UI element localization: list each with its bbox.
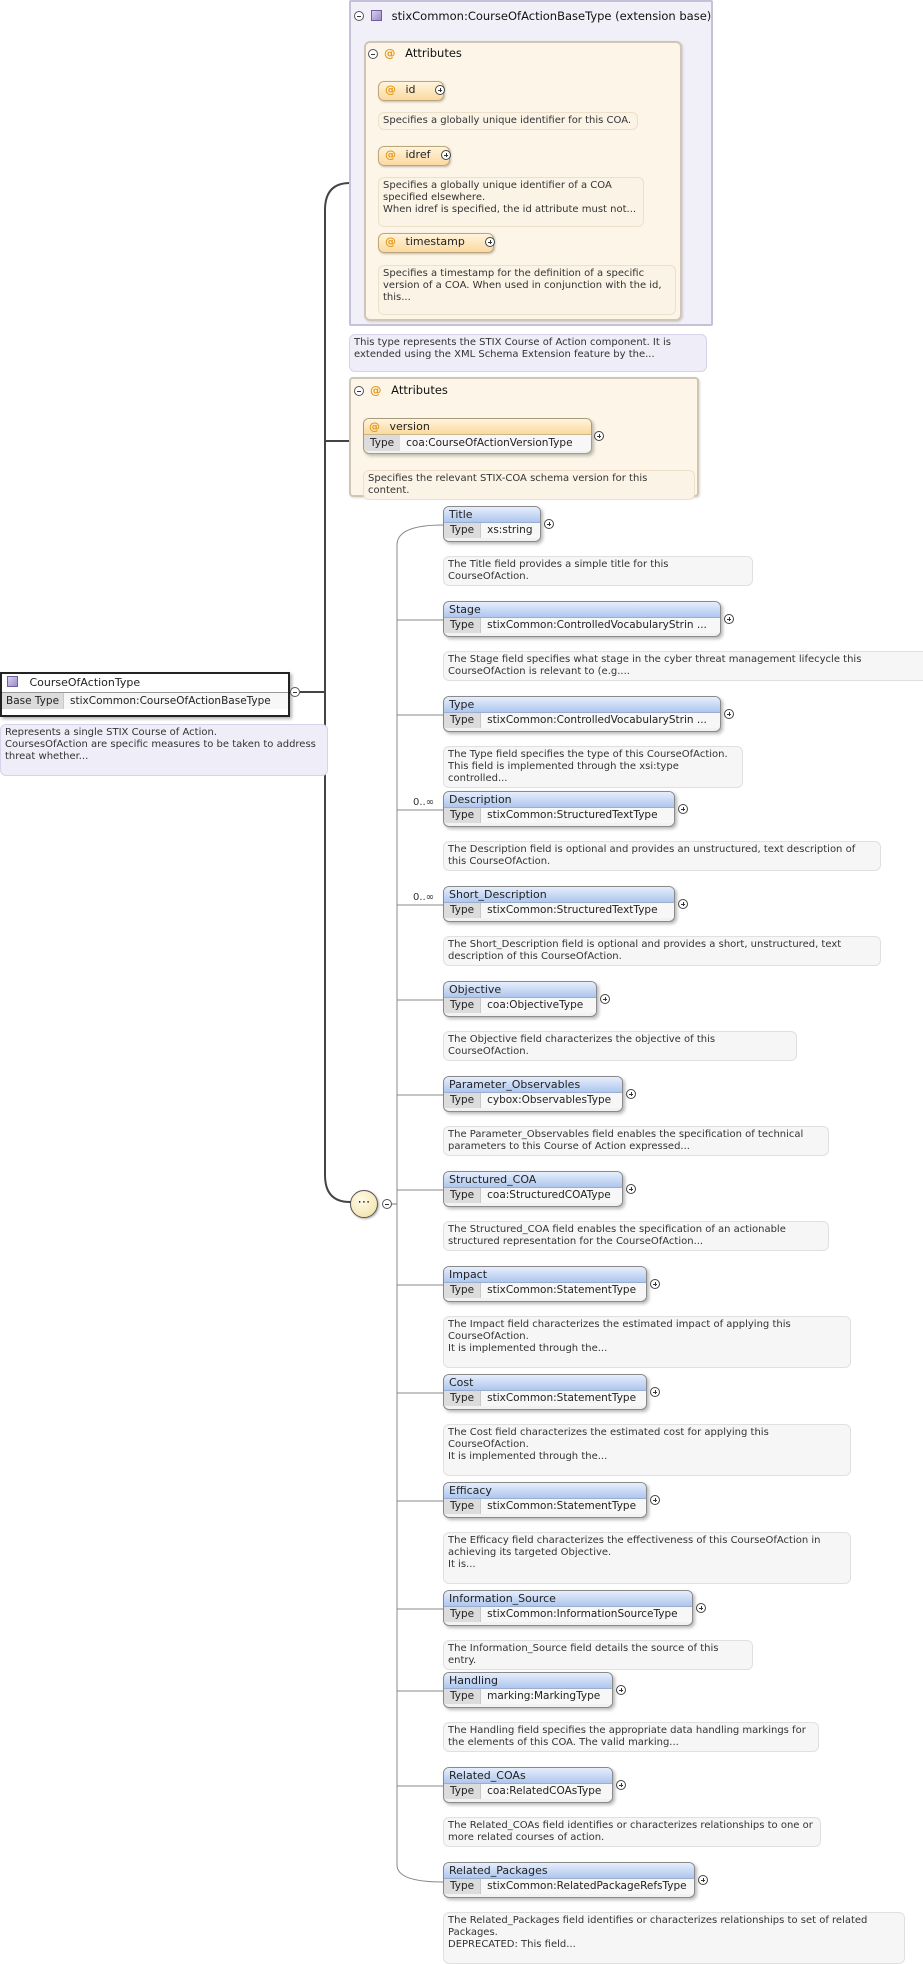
type-value: stixCommon:ControlledVocabularyStrin ... [481,713,720,728]
element-handling[interactable] [443,1672,613,1708]
type-value: stixCommon:ControlledVocabularyStrin ... [481,618,720,633]
expand-icon[interactable] [696,1603,706,1613]
type-label: Type [444,1499,481,1514]
expand-icon[interactable] [650,1279,660,1289]
attribute-name: idref [405,148,431,161]
attribute-timestamp-description: Specifies a timestamp for the definition of a specific version of a COA. When used in conjunction with the id, this... [378,265,676,315]
attribute-icon: @ [384,46,396,60]
own-attributes-header [370,383,448,397]
element-structured-coa[interactable] [443,1171,623,1207]
type-value: stixCommon:StatementType [481,1499,646,1514]
type-value: stixCommon:StructuredTextType [481,808,674,823]
element-description: The Impact field characterizes the estimated impact of applying this CourseOfAction. It is implemented through the... [443,1316,851,1368]
element-name: Parameter_Observables [444,1077,622,1093]
attribute-idref[interactable] [378,146,450,166]
expand-icon[interactable] [724,709,734,719]
attribute-name: version [389,420,430,433]
type-label: Type [444,1607,481,1622]
attribute-idref-description: Specifies a globally unique identifier of a COA specified elsewhere. When idref is specified, the id attribute must not... [378,177,644,227]
expand-icon[interactable] [626,1184,636,1194]
element-description: The Parameter_Observables field enables the specification of technical parameters to this Course of Action expressed... [443,1126,829,1156]
element-description: The Stage field specifies what stage in the cyber threat management lifecycle this CourseOfAction is relevant to (e.g.... [443,651,923,681]
type-label: Type [444,808,481,823]
attribute-name: id [405,83,416,96]
expand-icon[interactable] [594,431,604,441]
element-description: The Objective field characterizes the objective of this CourseOfAction. [443,1031,797,1061]
root-collapse-toggle[interactable] [290,687,300,697]
element-description: The Type field specifies the type of this CourseOfAction. This field is implemented through the xsi:type controlled... [443,746,743,788]
attribute-version-name [364,419,591,435]
extension-title: stixCommon:CourseOfActionBaseType (extension base) [391,9,712,23]
element-multiplicity: 0..∞ [413,797,435,808]
attributes-collapse-toggle[interactable] [368,49,378,59]
expand-icon[interactable] [650,1495,660,1505]
attribute-version[interactable] [363,418,592,454]
root-type-box[interactable] [0,672,290,717]
expand-icon[interactable] [441,150,451,160]
element-parameter-observables[interactable] [443,1076,623,1112]
root-type-name: CourseOfActionType [29,676,141,689]
attribute-icon: @ [369,420,380,433]
element-efficacy[interactable] [443,1482,647,1518]
type-value: coa:CourseOfActionVersionType [400,435,591,451]
element-description: The Related_COAs field identifies or characterizes relationships to one or more related courses of action. [443,1817,821,1847]
element-cost[interactable] [443,1374,647,1410]
element-information-source[interactable] [443,1590,693,1626]
element-multiplicity: 0..∞ [413,892,435,903]
sequence-compositor-icon[interactable]: ⋯ [350,1190,378,1218]
element-short-description[interactable] [443,886,675,922]
base-type-value: stixCommon:CourseOfActionBaseType [64,693,288,709]
expand-icon[interactable] [698,1875,708,1885]
type-value: stixCommon:InformationSourceType [481,1607,692,1622]
complex-type-icon [371,10,382,21]
element-name: Efficacy [444,1483,646,1499]
element-related-packages[interactable] [443,1862,695,1898]
element-stage[interactable] [443,601,721,637]
attribute-timestamp[interactable] [378,233,494,253]
expand-icon[interactable] [485,237,495,247]
attribute-name: timestamp [405,235,465,248]
extension-attributes-group [364,41,682,321]
type-value: stixCommon:StatementType [481,1391,646,1406]
attribute-icon: @ [370,383,382,397]
extension-collapse-toggle[interactable] [354,11,364,21]
element-name: Type [444,697,720,713]
element-related-coas[interactable] [443,1767,613,1803]
type-value: cybox:ObservablesType [481,1093,622,1108]
attribute-version-description: Specifies the relevant STIX-COA schema version for this content. [363,470,695,500]
type-label: Type [444,618,481,633]
element-description[interactable] [443,791,675,827]
type-label: Type [444,1391,481,1406]
root-description: Represents a single STIX Course of Action. CoursesOfAction are specific measures to be taken to address threat whether... [0,724,328,776]
type-label: Type [444,1879,481,1894]
type-value: stixCommon:StatementType [481,1283,646,1298]
extension-header [371,9,711,23]
type-label: Type [444,1283,481,1298]
element-name: Information_Source [444,1591,692,1607]
element-name: Cost [444,1375,646,1391]
type-label: Type [444,523,481,538]
expand-icon[interactable] [678,899,688,909]
own-attributes-group [349,377,699,497]
type-label: Type [364,435,400,451]
type-label: Type [444,998,481,1013]
type-value: xs:string [481,523,540,538]
element-name: Related_Packages [444,1863,694,1879]
extension-base-box [349,0,713,326]
element-description: The Information_Source field details the source of this entry. [443,1640,753,1670]
type-label: Type [444,1093,481,1108]
element-type[interactable] [443,696,721,732]
type-label: Type [444,713,481,728]
sequence-collapse-toggle[interactable] [382,1199,392,1209]
element-description: The Title field provides a simple title for this CourseOfAction. [443,556,753,586]
attribute-id-description: Specifies a globally unique identifier for this COA. [378,112,638,130]
type-value: marking:MarkingType [481,1689,612,1704]
type-value: coa:RelatedCOAsType [481,1784,612,1799]
type-label: Type [444,1784,481,1799]
attribute-icon: @ [385,235,396,248]
element-description: The Efficacy field characterizes the effectiveness of this CourseOfAction in achieving its targeted Objective. It is... [443,1532,851,1584]
element-name: Short_Description [444,887,674,903]
element-description: The Handling field specifies the appropriate data handling markings for the elements of this COA. The valid marking... [443,1722,819,1752]
element-name: Title [444,507,540,523]
attribute-icon: @ [385,148,396,161]
element-description: The Structured_COA field enables the specification of an actionable structured representation for the CourseOfAction... [443,1221,829,1251]
type-value: coa:StructuredCOAType [481,1188,622,1203]
extension-description: This type represents the STIX Course of Action component. It is extended using the XML Schema Extension feature by the... [349,334,707,372]
element-impact[interactable] [443,1266,647,1302]
element-title[interactable] [443,506,541,542]
expand-icon[interactable] [626,1089,636,1099]
complex-type-icon [7,676,18,687]
element-name: Objective [444,982,596,998]
element-name: Handling [444,1673,612,1689]
element-name: Stage [444,602,720,618]
attributes-label: Attributes [405,46,462,60]
attributes-collapse-toggle[interactable] [354,386,364,396]
expand-icon[interactable] [616,1780,626,1790]
element-description: The Description field is optional and provides an unstructured, text description of this CourseOfAction. [443,841,881,871]
element-name: Related_COAs [444,1768,612,1784]
element-name: Description [444,792,674,808]
attribute-icon: @ [385,83,396,96]
element-name: Structured_COA [444,1172,622,1188]
attribute-id[interactable] [378,81,444,101]
root-type-name-row [2,674,288,693]
attributes-label: Attributes [391,383,448,397]
expand-icon[interactable] [435,85,445,95]
type-label: Type [444,903,481,918]
element-name: Impact [444,1267,646,1283]
expand-icon[interactable] [544,519,554,529]
base-type-label: Base Type [2,693,64,709]
element-description: The Related_Packages field identifies or characterizes relationships to set of related Packages. DEPRECATED: This field... [443,1912,905,1964]
expand-icon[interactable] [678,804,688,814]
element-description: The Cost field characterizes the estimated cost for applying this CourseOfAction. It is implemented through the... [443,1424,851,1476]
type-value: stixCommon:StructuredTextType [481,903,674,918]
expand-icon[interactable] [724,614,734,624]
expand-icon[interactable] [600,994,610,1004]
element-objective[interactable] [443,981,597,1017]
expand-icon[interactable] [616,1685,626,1695]
type-label: Type [444,1188,481,1203]
expand-icon[interactable] [650,1387,660,1397]
type-value: coa:ObjectiveType [481,998,596,1013]
type-value: stixCommon:RelatedPackageRefsType [481,1879,694,1894]
type-label: Type [444,1689,481,1704]
element-description: The Short_Description field is optional and provides a short, unstructured, text description of this CourseOfAction. [443,936,881,966]
attributes-header [384,46,462,60]
